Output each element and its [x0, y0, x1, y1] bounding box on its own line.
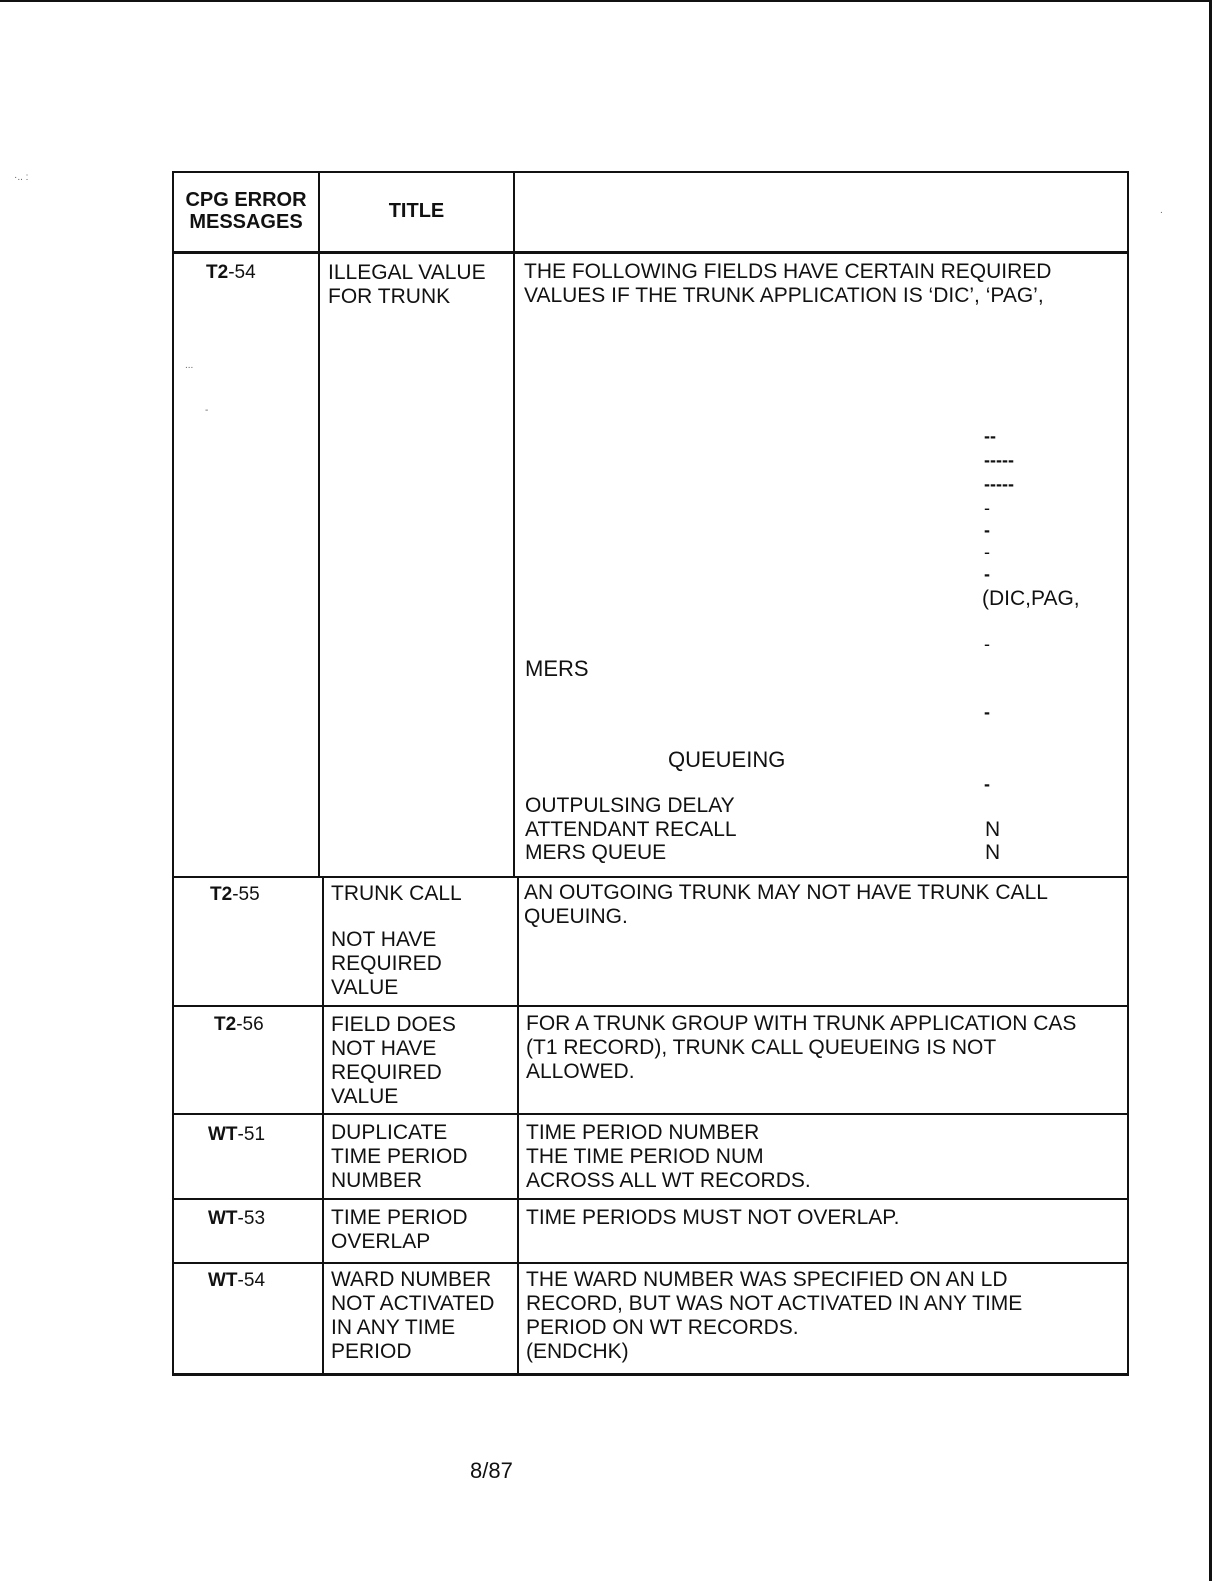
row-divider-2	[172, 1005, 1129, 1007]
fragment-mers-queue: MERS QUEUE	[525, 841, 667, 864]
column-divider-1	[318, 171, 320, 877]
header-col1-line2: MESSAGES	[189, 211, 303, 233]
column-divider-2b	[517, 877, 519, 1376]
table-top-border	[172, 171, 1129, 173]
row-code-t2-54: T2-54	[206, 262, 256, 283]
table-right-border	[1127, 171, 1129, 1376]
header-col1-line1: CPG ERROR	[185, 189, 307, 211]
row-desc-wt-53: TIME PERIODS MUST NOT OVERLAP.	[526, 1206, 900, 1229]
row-code-wt-54: WT-54	[208, 1270, 266, 1291]
table-bottom-border	[172, 1373, 1129, 1376]
header-col2: TITLE	[388, 200, 445, 222]
dash-mark: -----	[984, 474, 1014, 494]
row-code-t2-55: T2-55	[210, 884, 260, 905]
row-desc-wt-51: TIME PERIOD NUMBER THE TIME PERIOD NUM ACROSS ALL WT RECORDS.	[526, 1121, 811, 1192]
row-code-wt-53: WT-53	[208, 1208, 266, 1229]
row-divider-1	[172, 876, 1129, 878]
dash-mark: -	[984, 774, 990, 794]
dash-mark: -	[984, 564, 990, 584]
row-code-wt-51: WT-51	[208, 1124, 266, 1145]
row-desc-wt-54: THE WARD NUMBER WAS SPECIFIED ON AN LD RECORD, BUT WAS NOT ACTIVATED IN ANY TIME PERIOD ON WT RECORDS. (ENDCHK)	[526, 1268, 1023, 1363]
row-desc-t2-54: THE FOLLOWING FIELDS HAVE CERTAIN REQUIRED VALUES IF THE TRUNK APPLICATION IS ‘DIC’, ‘PAG’,	[524, 260, 1052, 307]
dash-mark: --	[984, 426, 996, 446]
row-divider-4	[172, 1198, 1129, 1200]
fragment-queueing: QUEUEING	[668, 747, 786, 772]
row-title-t2-55: TRUNK CALL NOT HAVE REQUIRED VALUE	[331, 882, 462, 999]
row-title-wt-51: DUPLICATE TIME PERIOD NUMBER	[331, 1121, 468, 1192]
error-messages-table	[172, 171, 1130, 1376]
row-divider-5	[172, 1262, 1129, 1264]
row-title-wt-53: TIME PERIOD OVERLAP	[331, 1206, 468, 1253]
fragment-dic-pag: (DIC,PAG,	[982, 587, 1080, 610]
dash-mark: -	[984, 702, 990, 722]
scan-speck: -	[205, 405, 209, 416]
row-title-t2-56: FIELD DOES NOT HAVE REQUIRED VALUE	[331, 1013, 456, 1108]
row-title-wt-54: WARD NUMBER NOT ACTIVATED IN ANY TIME PERIOD	[331, 1268, 495, 1363]
column-divider-1b	[322, 877, 324, 1376]
row-divider-3	[172, 1113, 1129, 1115]
fragment-outpulsing-delay: OUTPULSING DELAY	[525, 794, 735, 817]
scan-speck: .	[1160, 205, 1163, 216]
row-title-t2-54: ILLEGAL VALUE FOR TRUNK	[328, 261, 486, 308]
dash-mark: -	[984, 542, 990, 562]
fragment-attendant-recall-value: N	[985, 818, 1001, 841]
row-desc-t2-56: FOR A TRUNK GROUP WITH TRUNK APPLICATION CAS (T1 RECORD), TRUNK CALL QUEUEING IS NOT ALLOWED.	[526, 1012, 1077, 1083]
column-divider-2	[513, 171, 515, 877]
fragment-mers: MERS	[525, 656, 589, 681]
scan-speck: ·.. :	[14, 172, 29, 183]
dash-mark: -	[984, 520, 990, 540]
dash-mark: -----	[984, 450, 1014, 470]
dash-mark: -	[984, 634, 990, 654]
table-left-border	[172, 171, 174, 1376]
fragment-attendant-recall: ATTENDANT RECALL	[525, 818, 737, 841]
scan-speck: ...	[185, 360, 194, 371]
row-desc-t2-55: AN OUTGOING TRUNK MAY NOT HAVE TRUNK CALL QUEUING.	[524, 881, 1048, 928]
row-code-t2-56: T2-56	[214, 1014, 264, 1035]
dash-mark: -	[984, 498, 990, 518]
fragment-mers-queue-value: N	[985, 841, 1001, 864]
page-number: 8/87	[470, 1458, 513, 1483]
header-col1	[174, 189, 318, 233]
header-bottom-border	[172, 251, 1129, 254]
